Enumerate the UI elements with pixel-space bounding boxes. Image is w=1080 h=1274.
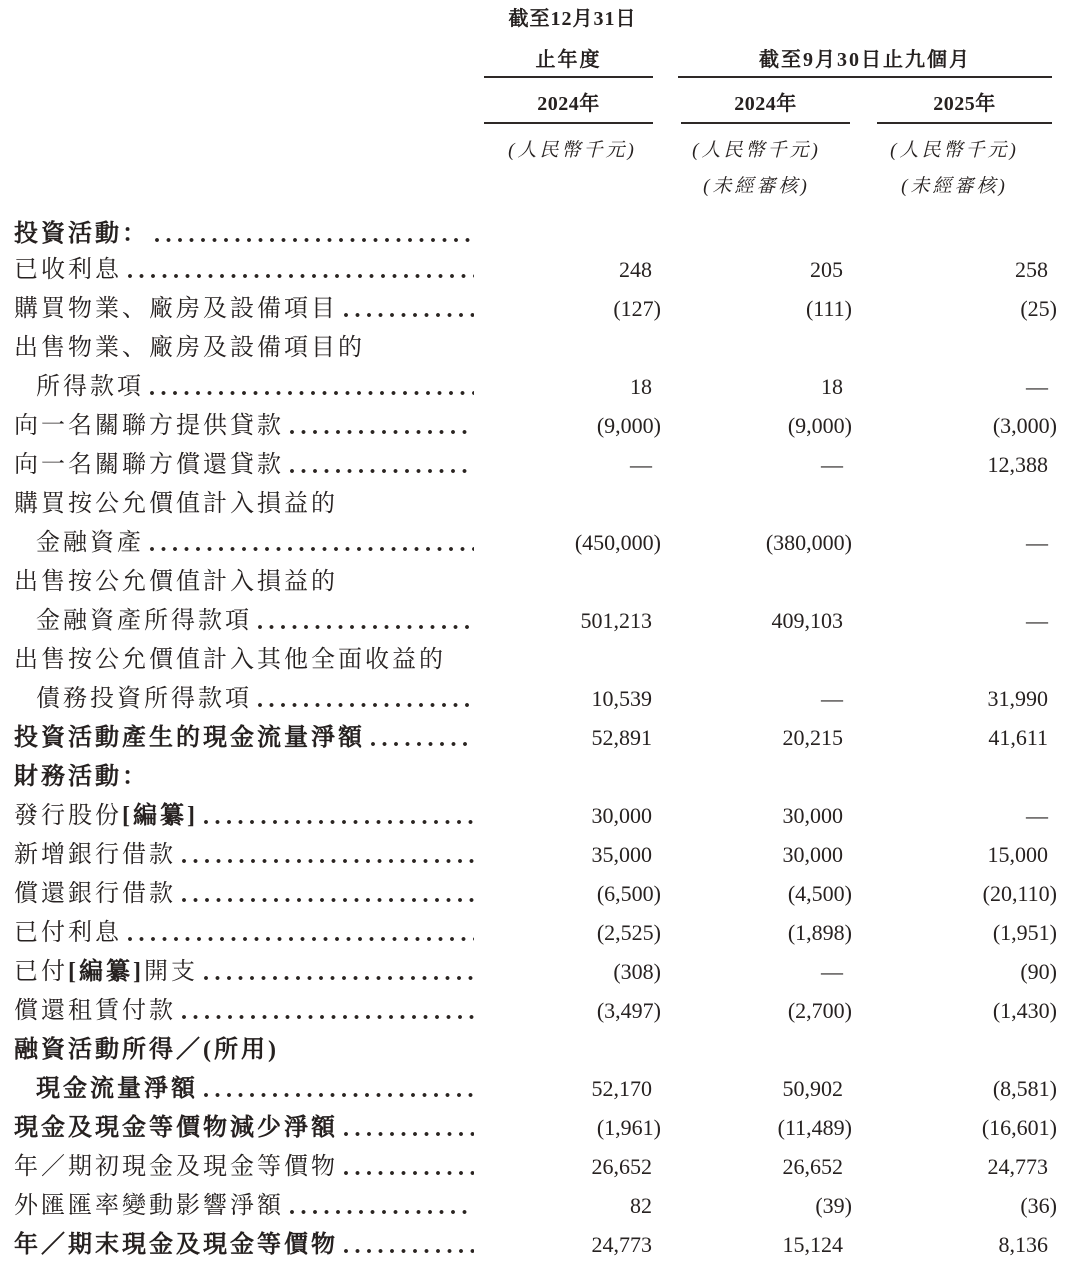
dot-leader [128, 274, 474, 278]
row-label: 年／期初現金及現金等價物 [14, 1153, 338, 1180]
table-row [14, 367, 1057, 406]
value-cell: (6,500) [596, 880, 661, 906]
col2-year-header: 2024年 [681, 92, 850, 124]
value-cell: (9,000) [787, 412, 852, 438]
value-cell: — [630, 451, 652, 477]
value-cell: (1,898) [787, 919, 852, 945]
value-cell: — [821, 685, 843, 711]
table-row [14, 204, 1057, 250]
value-cell: 205 [810, 256, 843, 282]
dot-leader [344, 1171, 474, 1175]
value-cell [484, 757, 661, 796]
value-cell: (11,489) [777, 1114, 852, 1140]
row-label: 發行股份[編纂] [14, 802, 198, 829]
row-label: 償還銀行借款 [14, 880, 176, 907]
value-cell: 35,000 [591, 841, 652, 867]
row-label: 外匯匯率變動影響淨額 [14, 1192, 284, 1219]
row-label: 財務活動： [14, 763, 149, 790]
value-cell: (3,497) [596, 997, 661, 1023]
col3-year-header: 2025年 [877, 92, 1052, 124]
table-header [14, 6, 1057, 204]
value-cell: — [1026, 529, 1048, 555]
value-cell: (127) [613, 295, 661, 321]
dot-leader [155, 238, 474, 242]
group-period-header: 截至9月30日止九個月 [678, 48, 1052, 78]
table-row [14, 796, 1057, 835]
col1-period-line1: 截至12月31日 [508, 8, 637, 30]
value-cell: (36) [1020, 1192, 1057, 1218]
dot-leader [182, 859, 474, 863]
value-cell: (1,430) [992, 997, 1057, 1023]
value-cell: 50,902 [782, 1075, 843, 1101]
row-label: 向一名關聯方償還貸款 [14, 451, 284, 478]
dot-leader [182, 1015, 474, 1019]
value-cell [852, 328, 1057, 367]
value-cell: 30,000 [782, 802, 843, 828]
row-label: 新增銀行借款 [14, 841, 176, 868]
value-cell: (111) [805, 295, 852, 321]
value-cell: 24,773 [591, 1231, 652, 1257]
value-cell: (9,000) [596, 412, 661, 438]
table-row [14, 601, 1057, 640]
table-row [14, 1030, 1057, 1069]
row-label: 債務投資所得款項 [36, 685, 252, 712]
table-row [14, 640, 1057, 679]
value-cell: (2,525) [596, 919, 661, 945]
value-cell [852, 640, 1057, 679]
dot-leader [290, 469, 474, 473]
row-label: 投資活動： [14, 221, 149, 247]
value-cell: 52,891 [591, 724, 652, 750]
value-cell: — [821, 958, 843, 984]
table-row [14, 562, 1057, 601]
value-cell: (2,700) [787, 997, 852, 1023]
col3-currency-note: (人民幣千元) [890, 140, 1019, 161]
row-label: 向一名關聯方提供貸款 [14, 412, 284, 439]
table-row [14, 913, 1057, 952]
value-cell [484, 1030, 661, 1069]
value-cell [661, 204, 852, 250]
table-row [14, 406, 1057, 445]
dot-leader [182, 898, 474, 902]
value-cell: (25) [1020, 295, 1057, 321]
dot-leader [344, 313, 474, 317]
value-cell [484, 204, 661, 250]
value-cell [484, 328, 661, 367]
table-row [14, 484, 1057, 523]
dot-leader [204, 820, 474, 824]
row-label: 所得款項 [36, 373, 144, 400]
dot-leader [150, 547, 474, 551]
value-cell: 31,990 [987, 685, 1048, 711]
value-cell [852, 757, 1057, 796]
value-cell: 15,124 [782, 1231, 843, 1257]
value-cell: (16,601) [981, 1114, 1057, 1140]
value-cell: 18 [821, 373, 843, 399]
col3-unaudited-note: (未經審核) [901, 176, 1008, 197]
table-row [14, 991, 1057, 1030]
value-cell: — [1026, 802, 1048, 828]
table-row [14, 1186, 1057, 1225]
dot-leader [371, 742, 474, 746]
dot-leader [150, 391, 474, 395]
table-row [14, 1147, 1057, 1186]
value-cell [852, 562, 1057, 601]
value-cell: 12,388 [987, 451, 1048, 477]
table-row [14, 1108, 1057, 1147]
row-label: 現金及現金等價物減少淨額 [14, 1114, 338, 1141]
table-row [14, 952, 1057, 991]
table-row [14, 289, 1057, 328]
value-cell [661, 757, 852, 796]
value-cell: 409,103 [771, 607, 843, 633]
row-label: 融資活動所得／(所用) [14, 1036, 279, 1063]
table-row [14, 757, 1057, 796]
value-cell: (450,000) [574, 529, 661, 555]
value-cell: — [1026, 607, 1048, 633]
value-cell: 26,652 [782, 1153, 843, 1179]
value-cell [661, 328, 852, 367]
value-cell: (39) [815, 1192, 852, 1218]
table-row [14, 1225, 1057, 1264]
row-label: 已付利息 [14, 919, 122, 946]
dot-leader [344, 1249, 474, 1253]
value-cell: 30,000 [591, 802, 652, 828]
col2-unaudited-note: (未經審核) [703, 176, 810, 197]
value-cell [661, 640, 852, 679]
value-cell: 52,170 [591, 1075, 652, 1101]
col2-currency-note: (人民幣千元) [692, 140, 821, 161]
table-row [14, 1069, 1057, 1108]
table-row [14, 445, 1057, 484]
dot-leader [290, 430, 474, 434]
row-label: 出售按公允價值計入其他全面收益的 [14, 646, 446, 673]
value-cell: (308) [613, 958, 661, 984]
value-cell [661, 484, 852, 523]
value-cell: — [1026, 373, 1048, 399]
value-cell: 15,000 [987, 841, 1048, 867]
value-cell: (3,000) [992, 412, 1057, 438]
row-label: 金融資產 [36, 529, 144, 556]
table-row [14, 523, 1057, 562]
value-cell [661, 562, 852, 601]
value-cell: (90) [1020, 958, 1057, 984]
value-cell: 258 [1015, 256, 1048, 282]
value-cell [661, 1030, 852, 1069]
table-row [14, 835, 1057, 874]
value-cell: 501,213 [580, 607, 652, 633]
table-row [14, 718, 1057, 757]
value-cell: 41,611 [988, 724, 1048, 750]
value-cell: 24,773 [987, 1153, 1048, 1179]
row-label: 投資活動產生的現金流量淨額 [14, 724, 365, 751]
dot-leader [258, 625, 474, 629]
value-cell: (8,581) [992, 1075, 1057, 1101]
value-cell [852, 1030, 1057, 1069]
value-cell: (4,500) [787, 880, 852, 906]
value-cell: 26,652 [591, 1153, 652, 1179]
table-row [14, 328, 1057, 367]
value-cell: 248 [619, 256, 652, 282]
col1-year-header: 2024年 [484, 92, 653, 124]
value-cell: — [821, 451, 843, 477]
row-label: 購買按公允價值計入損益的 [14, 490, 338, 517]
dot-leader [204, 976, 474, 980]
value-cell: 8,136 [998, 1231, 1048, 1257]
row-label: 現金流量淨額 [36, 1075, 198, 1102]
dot-leader [204, 1093, 474, 1097]
col1-currency-note: (人民幣千元) [508, 140, 637, 161]
table-row [14, 679, 1057, 718]
col1-period-line2: 止年度 [484, 48, 653, 78]
value-cell: 18 [630, 373, 652, 399]
value-cell [484, 640, 661, 679]
redaction-marker: [編纂] [122, 802, 198, 829]
value-cell: (380,000) [765, 529, 852, 555]
table-row [14, 250, 1057, 289]
row-label: 金融資產所得款項 [36, 607, 252, 634]
row-label: 出售按公允價值計入損益的 [14, 568, 338, 595]
value-cell [852, 204, 1057, 250]
value-cell: (1,951) [992, 919, 1057, 945]
table-row [14, 874, 1057, 913]
row-label: 已收利息 [14, 256, 122, 283]
value-cell: (20,110) [982, 880, 1057, 906]
row-label: 出售物業、廠房及設備項目的 [14, 334, 365, 361]
cash-flow-table [14, 6, 1057, 1264]
dot-leader [290, 1210, 474, 1214]
value-cell [484, 562, 661, 601]
row-label: 購買物業、廠房及設備項目 [14, 295, 338, 322]
row-label: 年／期末現金及現金等價物 [14, 1231, 338, 1258]
table-body [14, 204, 1057, 1264]
value-cell [484, 484, 661, 523]
dot-leader [344, 1132, 474, 1136]
dot-leader [128, 937, 474, 941]
row-label: 償還租賃付款 [14, 997, 176, 1024]
dot-leader [258, 703, 474, 707]
value-cell: 10,539 [591, 685, 652, 711]
value-cell: 20,215 [782, 724, 843, 750]
value-cell: 82 [630, 1192, 652, 1218]
redaction-marker: [編纂] [68, 958, 144, 985]
value-cell: 30,000 [782, 841, 843, 867]
value-cell: (1,961) [596, 1114, 661, 1140]
row-label: 已付[編纂]開支 [14, 958, 198, 985]
value-cell [852, 484, 1057, 523]
